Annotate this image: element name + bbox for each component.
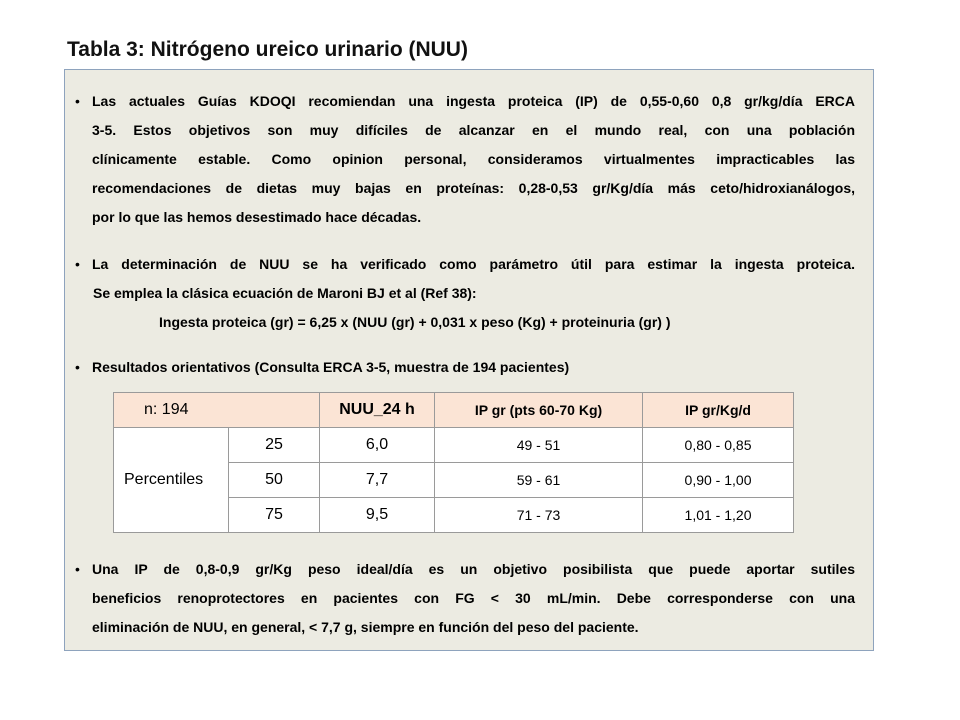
paragraph-line: eliminación de NUU, en general, < 7,7 g, siempre en función del peso del paciente. xyxy=(92,619,639,635)
paragraph-line: Una IP de 0,8-0,9 gr/Kg peso ideal/día es un objetivo posibilista que puede aportar sutiles xyxy=(92,561,855,577)
ip-gr-kg-cell: 0,90 - 1,00 xyxy=(643,463,794,498)
bullet-marker: • xyxy=(75,561,80,577)
table-header-row xyxy=(114,393,794,428)
bullet-kdoqi-guidelines xyxy=(75,87,855,232)
header-ip-gr: IP gr (pts 60-70 Kg) xyxy=(435,393,643,428)
paragraph-line: Se emplea la clásica ecuación de Maroni BJ et al (Ref 38): xyxy=(93,285,477,301)
paragraph-line: clínicamente estable. Como opinion personal, consideramos virtualmentes impracticables las xyxy=(92,151,855,167)
paragraph-line: 3-5. Estos objetivos son muy difíciles de alcanzar en el mundo real, con una población xyxy=(92,122,855,138)
table-row xyxy=(114,428,794,463)
paragraph-line: La determinación de NUU se ha verificado como parámetro útil para estimar la ingesta proteica. xyxy=(92,256,855,272)
nuu-cell: 7,7 xyxy=(320,463,435,498)
paragraph-line: recomendaciones de dietas muy bajas en proteínas: 0,28-0,53 gr/Kg/día más ceto/hidroxianálogos, xyxy=(92,180,855,196)
percentile-cell: 50 xyxy=(229,463,320,498)
header-nuu: NUU_24 h xyxy=(320,393,435,428)
header-ip-gr-kg: IP gr/Kg/d xyxy=(643,393,794,428)
percentiles-table xyxy=(113,392,794,533)
content-panel xyxy=(64,69,874,651)
nuu-cell: 9,5 xyxy=(320,498,435,533)
percentile-cell: 75 xyxy=(229,498,320,533)
paragraph-line: beneficios renoprotectores en pacientes con FG < 30 mL/min. Debe corresponderse con una xyxy=(92,590,855,606)
bullet-marker: • xyxy=(75,359,80,375)
percentile-cell: 25 xyxy=(229,428,320,463)
maroni-formula: Ingesta proteica (gr) = 6,25 x (NUU (gr) + 0,031 x peso (Kg) + proteinuria (gr) ) xyxy=(159,314,671,330)
page-title: Tabla 3: Nitrógeno ureico urinario (NUU) xyxy=(67,38,468,61)
paragraph-line: Resultados orientativos (Consulta ERCA 3-5, muestra de 194 pacientes) xyxy=(92,359,570,375)
paragraph-line: Las actuales Guías KDOQI recomiendan una ingesta proteica (IP) de 0,55-0,60 0,8 gr/kg/día ERCA xyxy=(92,93,855,109)
bullet-results xyxy=(75,353,855,382)
ip-gr-cell: 59 - 61 xyxy=(435,463,643,498)
ip-gr-cell: 49 - 51 xyxy=(435,428,643,463)
row-label-percentiles: Percentiles xyxy=(114,428,229,533)
bullet-ip-objective xyxy=(75,555,855,642)
bullet-nuu-determination xyxy=(75,250,855,337)
paragraph-line: por lo que las hemos desestimado hace décadas. xyxy=(92,209,422,225)
ip-gr-kg-cell: 0,80 - 0,85 xyxy=(643,428,794,463)
bullet-marker: • xyxy=(75,93,80,109)
ip-gr-cell: 71 - 73 xyxy=(435,498,643,533)
bullet-marker: • xyxy=(75,256,80,272)
header-sample-size: n: 194 xyxy=(114,393,320,428)
nuu-cell: 6,0 xyxy=(320,428,435,463)
ip-gr-kg-cell: 1,01 - 1,20 xyxy=(643,498,794,533)
